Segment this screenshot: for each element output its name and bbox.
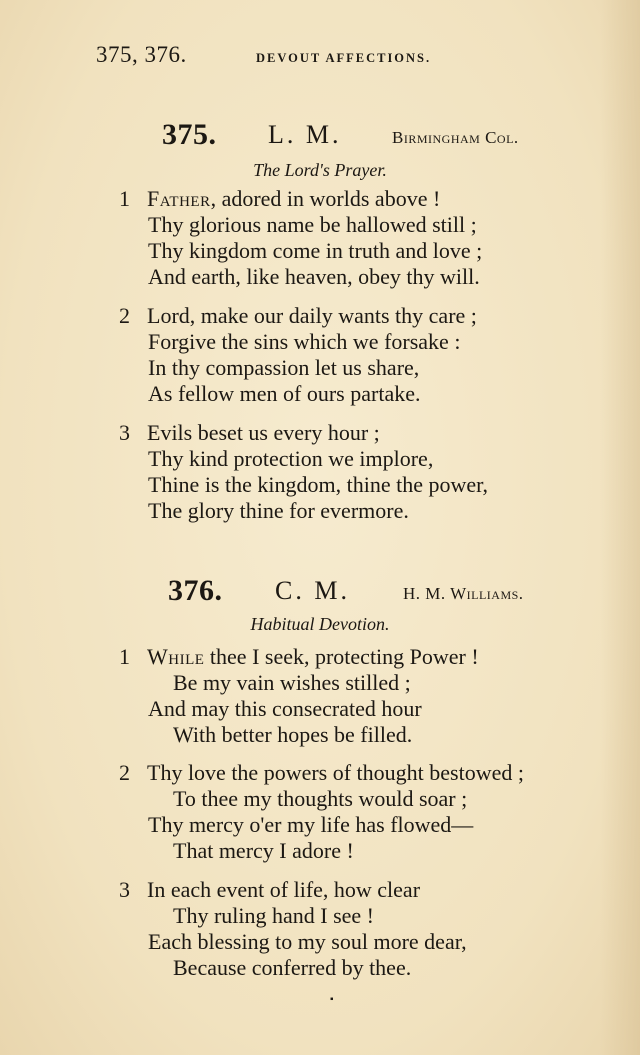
- lead-word: While: [147, 644, 205, 669]
- stanza-number: 1: [119, 644, 130, 669]
- stanza-line: With better hopes be filled.: [173, 722, 413, 747]
- stanza-line: Lord, make our daily wants thy care ;: [147, 303, 477, 328]
- hymn-number: 375.: [162, 118, 217, 151]
- stanza-number: 3: [119, 420, 130, 445]
- stanza-number: 2: [119, 303, 130, 328]
- stanza-line: As fellow men of ours partake.: [148, 381, 421, 406]
- stanza-line: [147, 188, 440, 210]
- stanza-line: In thy compassion let us share,: [148, 355, 420, 380]
- stanza-line: And earth, like heaven, obey thy will.: [148, 264, 480, 289]
- hymn-376-header: [0, 574, 640, 614]
- line-rest: thee I seek, protecting Power !: [204, 644, 479, 669]
- stanza-line: Evils beset us every hour ;: [147, 420, 380, 445]
- hymn-tune: H. M. Williams.: [403, 584, 524, 603]
- stanza-line: Thy kind protection we implore,: [148, 446, 434, 471]
- stanza-line: [147, 646, 479, 668]
- stanza-number: 1: [119, 186, 130, 211]
- hymn-subtitle: The Lord's Prayer.: [253, 160, 387, 180]
- stanza-line: Each blessing to my soul more dear,: [148, 929, 467, 954]
- stanza-line: Thine is the kingdom, thine the power,: [148, 472, 489, 497]
- stanza-line: To thee my thoughts would soar ;: [173, 786, 468, 811]
- stanza-number: 2: [119, 760, 130, 785]
- stanza-line: Because conferred by thee.: [173, 955, 412, 980]
- printer-mark: ▪: [330, 994, 334, 1005]
- hymn-meter: C. M.: [275, 576, 350, 605]
- stanza-line: Thy kingdom come in truth and love ;: [148, 238, 483, 263]
- lead-word: Father: [147, 186, 211, 211]
- stanza-line: Forgive the sins which we forsake :: [148, 329, 461, 354]
- running-title: DEVOUT AFFECTIONS.: [256, 51, 432, 65]
- stanza-line: Thy glorious name be hallowed still ;: [148, 212, 477, 237]
- page-numbers: 375, 376.: [96, 42, 187, 67]
- stanza-line: Thy ruling hand I see !: [173, 903, 374, 928]
- hymn-tune: Birmingham Col.: [392, 128, 519, 147]
- line-rest: , adored in worlds above !: [210, 186, 441, 211]
- stanza-line: The glory thine for evermore.: [148, 498, 409, 523]
- stanza-line: In each event of life, how clear: [147, 877, 421, 902]
- stanza-line: And may this consecrated hour: [148, 696, 422, 721]
- stanza-line: Thy love the powers of thought bestowed ;: [147, 760, 524, 785]
- hymn-meter: L. M.: [268, 120, 342, 149]
- hymn-375-header: [0, 118, 640, 158]
- running-head: [96, 42, 580, 72]
- stanza-line: Be my vain wishes stilled ;: [173, 670, 411, 695]
- stanza-number: 3: [119, 877, 130, 902]
- hymn-number: 376.: [168, 574, 223, 607]
- stanza-line: Thy mercy o'er my life has flowed—: [148, 812, 474, 837]
- hymn-subtitle: Habitual Devotion.: [250, 614, 390, 634]
- stanza-line: That mercy I adore !: [173, 838, 354, 863]
